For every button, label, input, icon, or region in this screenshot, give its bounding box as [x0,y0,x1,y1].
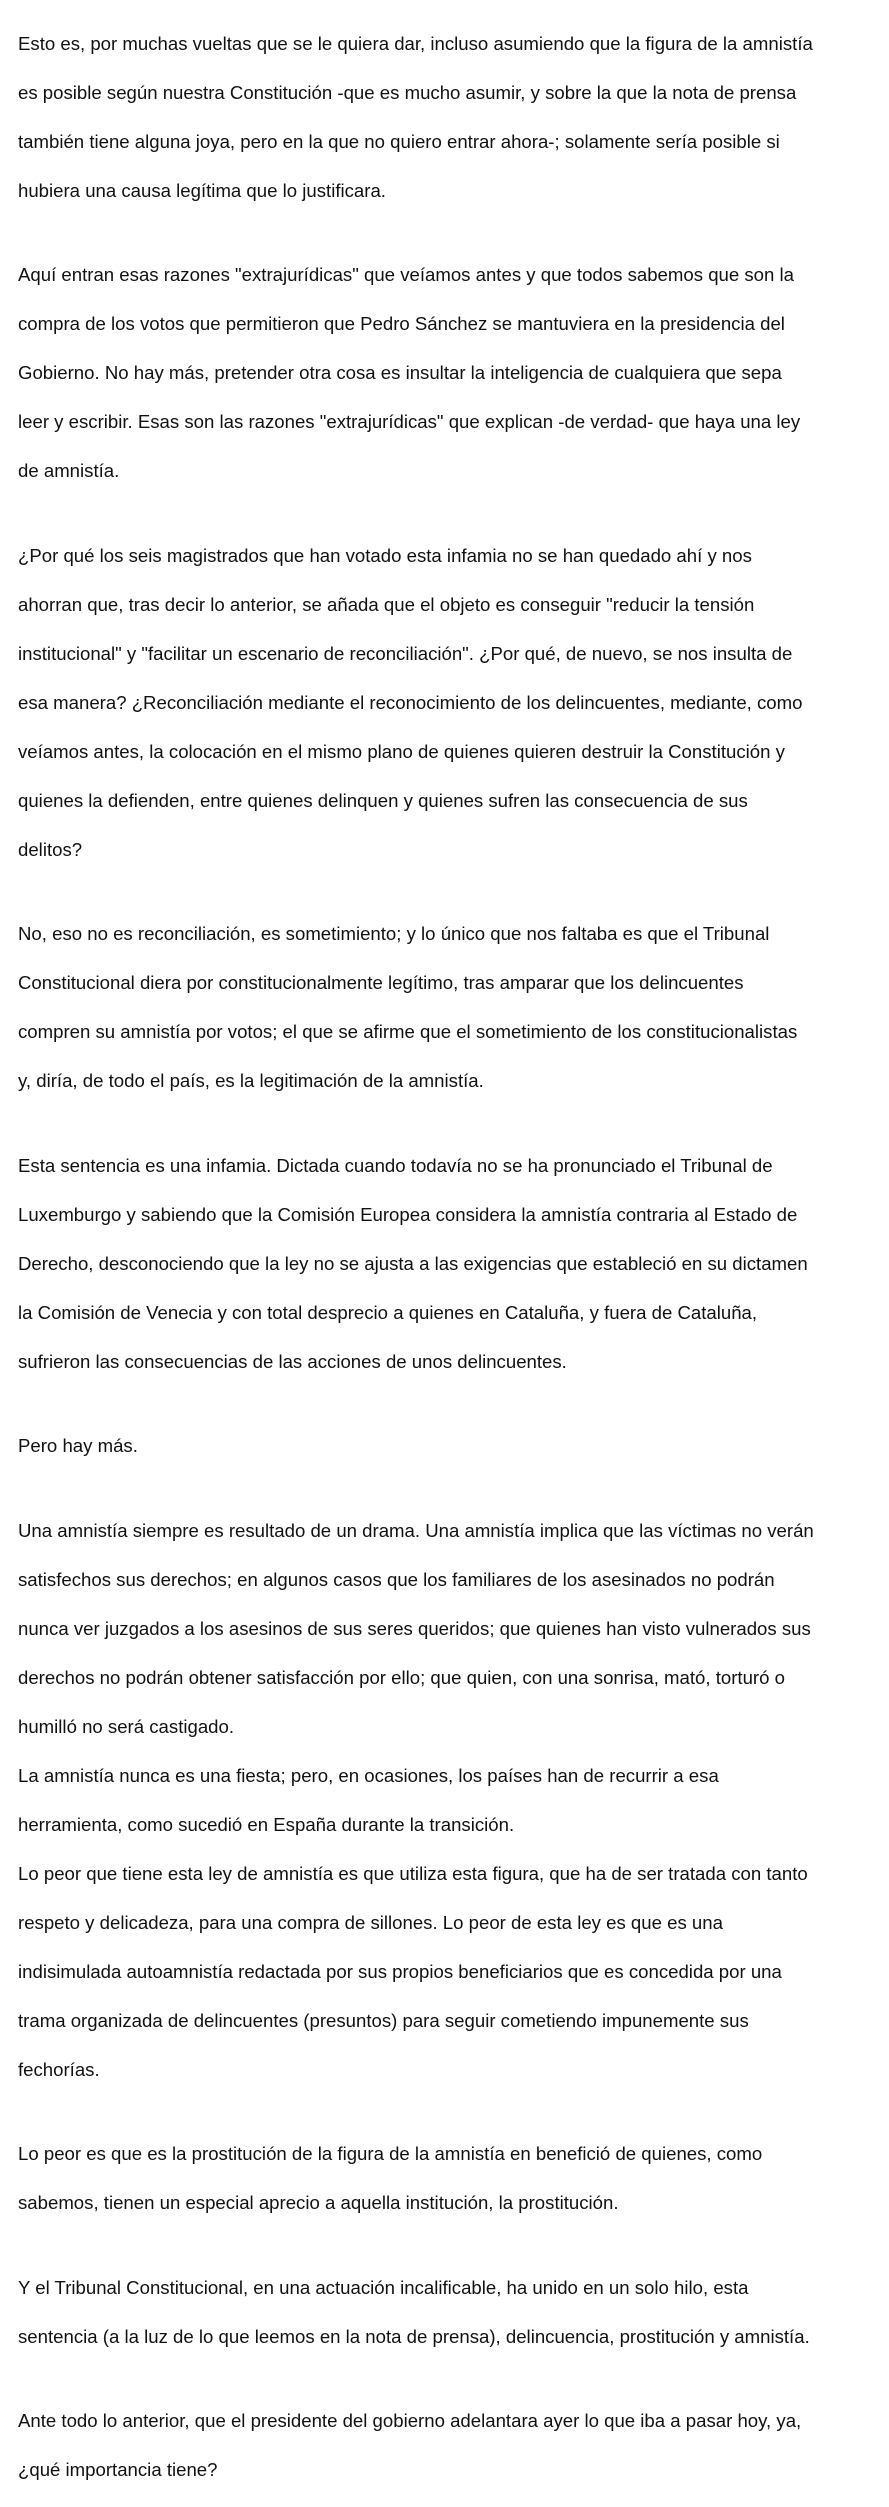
text-line: Pero hay más. [18,1434,879,1459]
text-line: herramienta, como sucedió en España durante la transición. [18,1813,879,1838]
text-line: Gobierno. No hay más, pretender otra cosa es insultar la inteligencia de cualquiera que sepa [18,361,879,386]
paragraph-1 [18,7,879,228]
text-line: Constitucional diera por constitucionalmente legítimo, tras amparar que los delincuentes [18,971,879,996]
text-line: veíamos antes, la colocación en el mismo plano de quienes quieren destruir la Constitución y [18,740,879,765]
text-line: institucional" y "facilitar un escenario de reconciliación". ¿Por qué, de nuevo, se nos insulta de [18,642,879,667]
paragraph-4 [18,898,879,1119]
text-line: indisimulada autoamnistía redactada por sus propios beneficiarios que es concedida por una [18,1960,879,1985]
text-line: y, diría, de todo el país, es la legitimación de la amnistía. [18,1069,879,1094]
text-line: Y el Tribunal Constitucional, en una actuación incalificable, ha unido en un solo hilo, esta [18,2276,879,2301]
text-line: Ante todo lo anterior, que el presidente del gobierno adelantara ayer lo que iba a pasar hoy, ya, [18,2409,879,2434]
text-line: sufrieron las consecuencias de las acciones de unos delincuentes. [18,1350,879,1375]
paragraph-2 [18,239,879,509]
text-line: nunca ver juzgados a los asesinos de sus seres queridos; que quienes han visto vulnerados sus [18,1617,879,1642]
text-line: leer y escribir. Esas son las razones "extrajurídicas" que explican -de verdad- que haya una ley [18,410,879,435]
text-line: No, eso no es reconciliación, es sometimiento; y lo único que nos faltaba es que el Tribunal [18,922,879,947]
text-line: Lo peor que tiene esta ley de amnistía es que utiliza esta figura, que ha de ser tratada con tanto [18,1862,879,1887]
text-line: Esta sentencia es una infamia. Dictada cuando todavía no se ha pronunciado el Tribunal de [18,1154,879,1179]
text-line: respeto y delicadeza, para una compra de sillones. Lo peor de esta ley es que es una [18,1911,879,1936]
text-line: ahorran que, tras decir lo anterior, se añada que el objeto es conseguir "reducir la tensión [18,593,879,618]
text-line: compren su amnistía por votos; el que se afirme que el sometimiento de los constitucionalistas [18,1020,879,1045]
text-line: es posible según nuestra Constitución -que es mucho asumir, y sobre la que la nota de prensa [18,81,879,106]
text-line: quienes la defienden, entre quienes delinquen y quienes sufren las consecuencia de sus [18,789,879,814]
text-line: delitos? [18,838,879,863]
text-line: Lo peor es que es la prostitución de la figura de la amnistía en benefició de quienes, como [18,2142,879,2167]
text-line: también tiene alguna joya, pero en la que no quiero entrar ahora-; solamente sería posible si [18,130,879,155]
post-body [0,0,889,1200]
paragraph-6 [18,1410,879,1484]
paragraph-10 [18,2385,879,2507]
text-line: humilló no será castigado. [18,1715,879,1740]
text-line: fechorías. [18,2058,879,2083]
text-line: sentencia (a la luz de lo que leemos en la nota de prensa), delincuencia, prostitución y amnistía. [18,2325,879,2350]
text-line: esa manera? ¿Reconciliación mediante el reconocimiento de los delincuentes, mediante, como [18,691,879,716]
text-line: derechos no podrán obtener satisfacción por ello; que quien, con una sonrisa, mató, torturó o [18,1666,879,1691]
text-line: La amnistía nunca es una fiesta; pero, en ocasiones, los países han de recurrir a esa [18,1764,879,1789]
paragraph-5 [18,1129,879,1399]
text-line: satisfechos sus derechos; en algunos casos que los familiares de los asesinados no podrán [18,1568,879,1593]
text-line: ¿qué importancia tiene? [18,2458,879,2483]
text-line: compra de los votos que permitieron que Pedro Sánchez se mantuviera en la presidencia del [18,312,879,337]
paragraph-3 [18,519,879,887]
text-line: Una amnistía siempre es resultado de un drama. Una amnistía implica que las víctimas no verán [18,1519,879,1544]
text-line: ¿Por qué los seis magistrados que han votado esta infamia no se han quedado ahí y nos [18,544,879,569]
text-line: Esto es, por muchas vueltas que se le quiera dar, incluso asumiendo que la figura de la amnistía [18,32,879,57]
text-line: Aquí entran esas razones "extrajurídicas" que veíamos antes y que todos sabemos que son la [18,263,879,288]
text-line: sabemos, tienen un especial aprecio a aquella institución, la prostitución. [18,2191,879,2216]
text-line: hubiera una causa legítima que lo justificara. [18,179,879,204]
text-line: la Comisión de Venecia y con total desprecio a quienes en Cataluña, y fuera de Cataluña, [18,1301,879,1326]
paragraph-8 [18,2118,879,2241]
paragraph-9 [18,2251,879,2374]
text-line: Luxemburgo y sabiendo que la Comisión Europea considera la amnistía contraria al Estado de [18,1203,879,1228]
text-line: Derecho, desconociendo que la ley no se ajusta a las exigencias que estableció en su dictamen [18,1252,879,1277]
text-line: de amnistía. [18,459,879,484]
paragraph-7 [18,1494,879,2107]
text-line: trama organizada de delincuentes (presuntos) para seguir cometiendo impunemente sus [18,2009,879,2034]
